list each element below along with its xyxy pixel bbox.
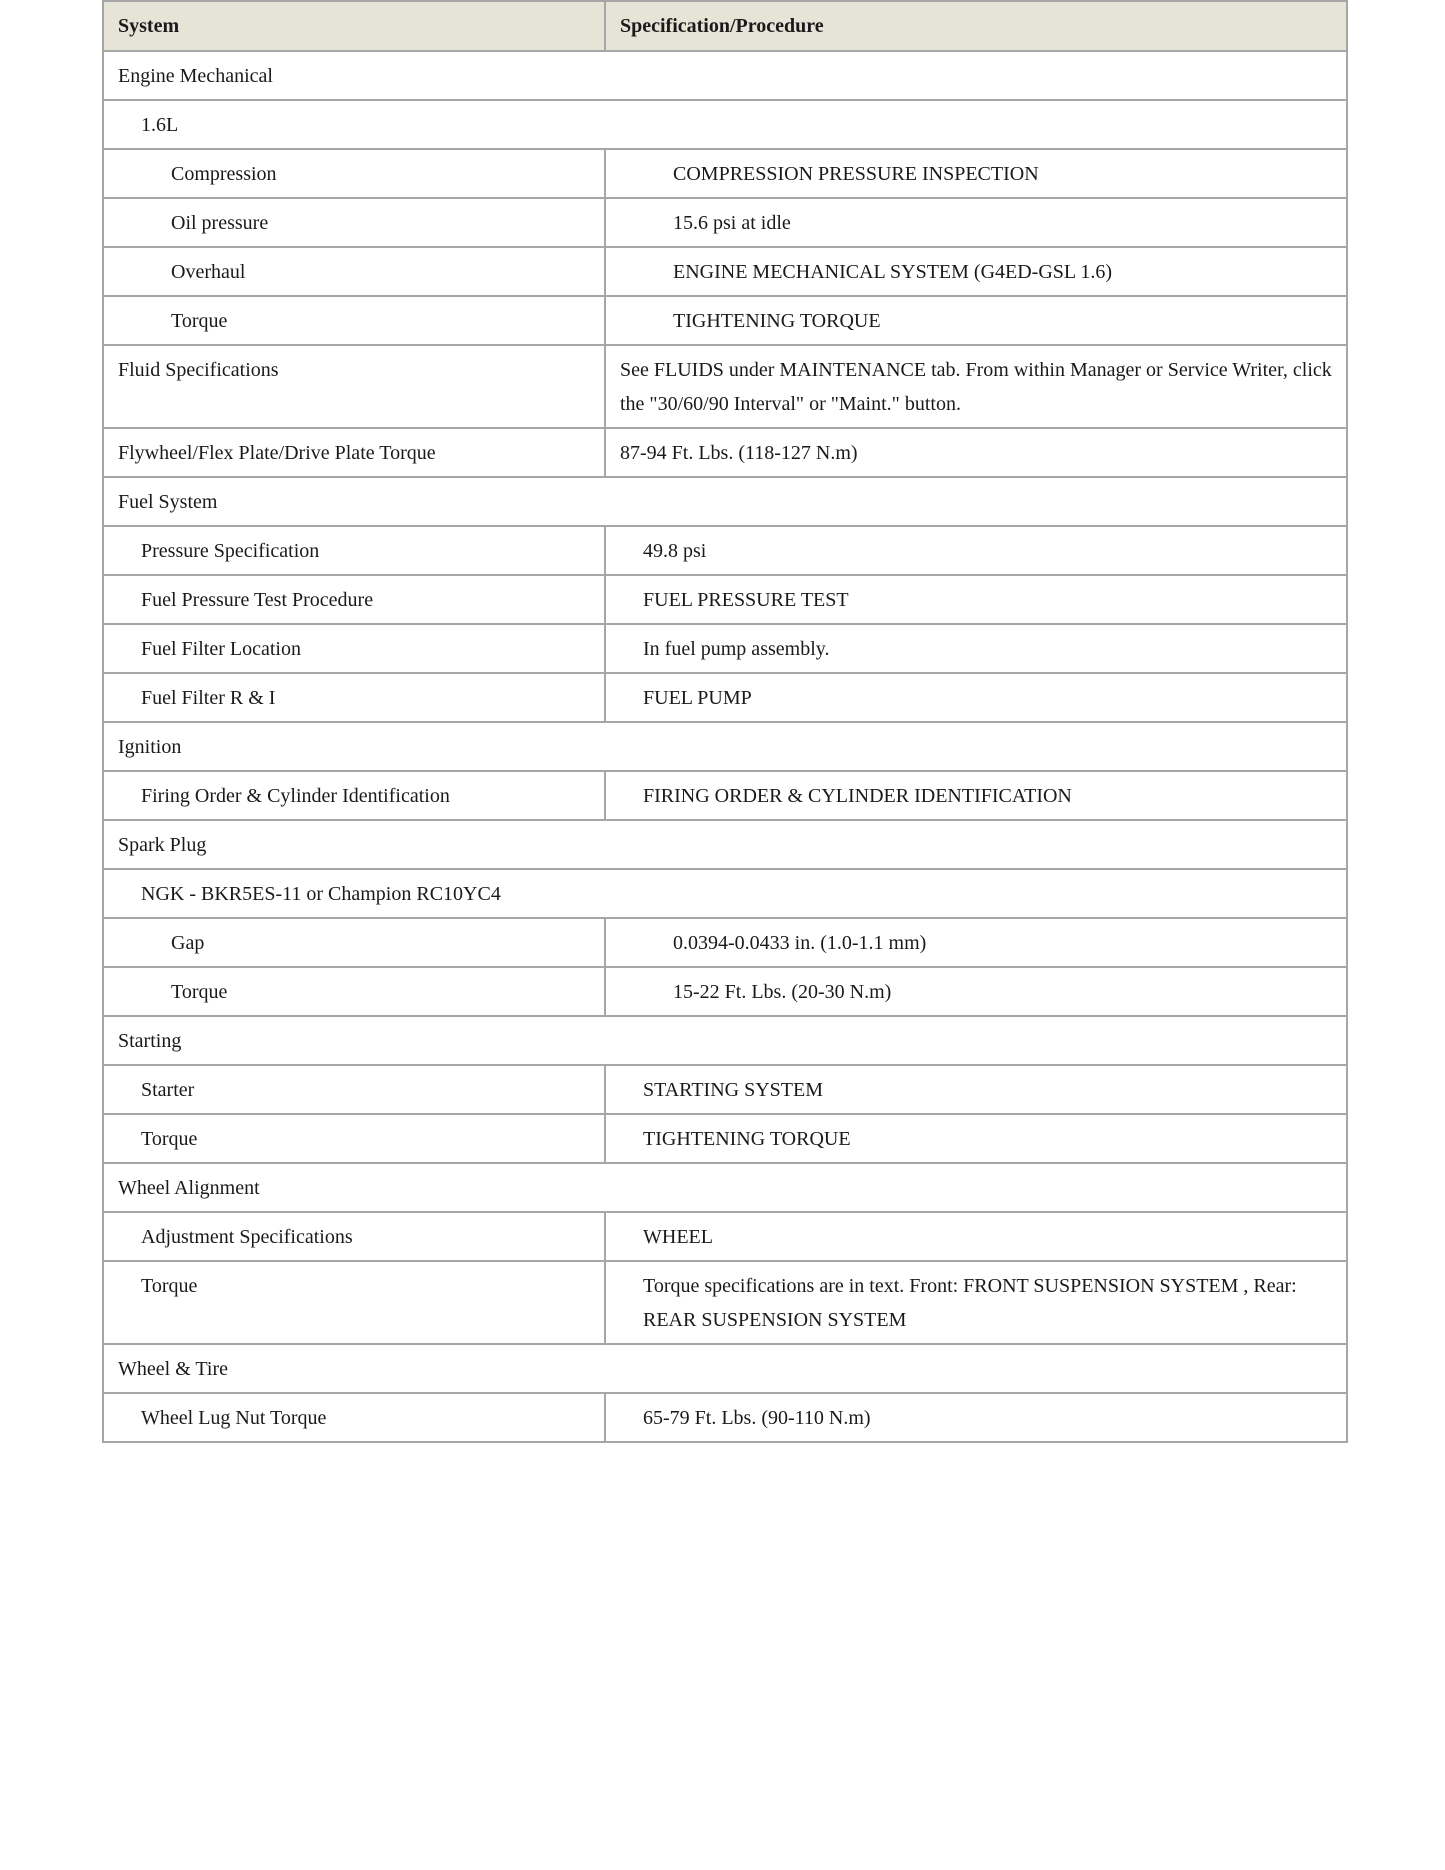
system-cell: Pressure Specification	[103, 526, 605, 575]
procedure-cell: In fuel pump assembly.	[605, 624, 1347, 673]
table-row	[103, 771, 1347, 820]
group-row	[103, 820, 1347, 869]
system-cell: Fuel Filter R & I	[103, 673, 605, 722]
table-row	[103, 526, 1347, 575]
system-cell: Wheel Lug Nut Torque	[103, 1393, 605, 1442]
procedure-cell: 0.0394-0.0433 in. (1.0-1.1 mm)	[605, 918, 1347, 967]
group-row	[103, 1016, 1347, 1065]
system-cell: Fluid Specifications	[103, 345, 605, 428]
table-header-row	[103, 1, 1347, 51]
procedure-cell: FUEL PUMP	[605, 673, 1347, 722]
group-row	[103, 477, 1347, 526]
table-row	[103, 673, 1347, 722]
procedure-cell: 15.6 psi at idle	[605, 198, 1347, 247]
header-procedure: Specification/Procedure	[605, 1, 1347, 51]
table-row	[103, 1212, 1347, 1261]
group-label: Ignition	[103, 722, 1347, 771]
spec-table	[102, 0, 1348, 1443]
group-label: NGK - BKR5ES-11 or Champion RC10YC4	[103, 869, 1347, 918]
procedure-cell: ENGINE MECHANICAL SYSTEM (G4ED-GSL 1.6)	[605, 247, 1347, 296]
procedure-cell: 49.8 psi	[605, 526, 1347, 575]
group-label: Fuel System	[103, 477, 1347, 526]
procedure-cell: Torque specifications are in text. Front: FRONT SUSPENSION SYSTEM , Rear: REAR SUSPENSION SYSTEM	[605, 1261, 1347, 1344]
system-cell: Fuel Pressure Test Procedure	[103, 575, 605, 624]
group-row	[103, 869, 1347, 918]
table-row	[103, 967, 1347, 1016]
system-cell: Torque	[103, 1114, 605, 1163]
system-cell: Oil pressure	[103, 198, 605, 247]
table-row	[103, 575, 1347, 624]
group-label: Wheel & Tire	[103, 1344, 1347, 1393]
procedure-cell: STARTING SYSTEM	[605, 1065, 1347, 1114]
system-cell: Torque	[103, 1261, 605, 1344]
procedure-cell: WHEEL	[605, 1212, 1347, 1261]
system-cell: Overhaul	[103, 247, 605, 296]
system-cell: Starter	[103, 1065, 605, 1114]
procedure-cell: FUEL PRESSURE TEST	[605, 575, 1347, 624]
procedure-cell: FIRING ORDER & CYLINDER IDENTIFICATION	[605, 771, 1347, 820]
group-label: 1.6L	[103, 100, 1347, 149]
table-row	[103, 296, 1347, 345]
procedure-cell: 15-22 Ft. Lbs. (20-30 N.m)	[605, 967, 1347, 1016]
procedure-cell: TIGHTENING TORQUE	[605, 1114, 1347, 1163]
system-cell: Flywheel/Flex Plate/Drive Plate Torque	[103, 428, 605, 477]
table-body	[103, 51, 1347, 1442]
group-label: Engine Mechanical	[103, 51, 1347, 100]
procedure-cell: COMPRESSION PRESSURE INSPECTION	[605, 149, 1347, 198]
group-row	[103, 1163, 1347, 1212]
system-cell: Gap	[103, 918, 605, 967]
table-row	[103, 345, 1347, 428]
table-row	[103, 428, 1347, 477]
table-row	[103, 1261, 1347, 1344]
group-row	[103, 722, 1347, 771]
system-cell: Fuel Filter Location	[103, 624, 605, 673]
table-row	[103, 624, 1347, 673]
group-label: Spark Plug	[103, 820, 1347, 869]
group-label: Starting	[103, 1016, 1347, 1065]
procedure-cell: See FLUIDS under MAINTENANCE tab. From within Manager or Service Writer, click the "30/60/90 Interval" or "Maint." button.	[605, 345, 1347, 428]
procedure-cell: 87-94 Ft. Lbs. (118-127 N.m)	[605, 428, 1347, 477]
table-row	[103, 198, 1347, 247]
procedure-cell: 65-79 Ft. Lbs. (90-110 N.m)	[605, 1393, 1347, 1442]
header-system: System	[103, 1, 605, 51]
system-cell: Torque	[103, 967, 605, 1016]
table-row	[103, 1114, 1347, 1163]
table-row	[103, 149, 1347, 198]
system-cell: Adjustment Specifications	[103, 1212, 605, 1261]
table-row	[103, 1065, 1347, 1114]
system-cell: Torque	[103, 296, 605, 345]
group-row	[103, 51, 1347, 100]
group-label: Wheel Alignment	[103, 1163, 1347, 1212]
system-cell: Compression	[103, 149, 605, 198]
group-row	[103, 100, 1347, 149]
group-row	[103, 1344, 1347, 1393]
table-row	[103, 918, 1347, 967]
system-cell: Firing Order & Cylinder Identification	[103, 771, 605, 820]
table-row	[103, 247, 1347, 296]
table-row	[103, 1393, 1347, 1442]
procedure-cell: TIGHTENING TORQUE	[605, 296, 1347, 345]
